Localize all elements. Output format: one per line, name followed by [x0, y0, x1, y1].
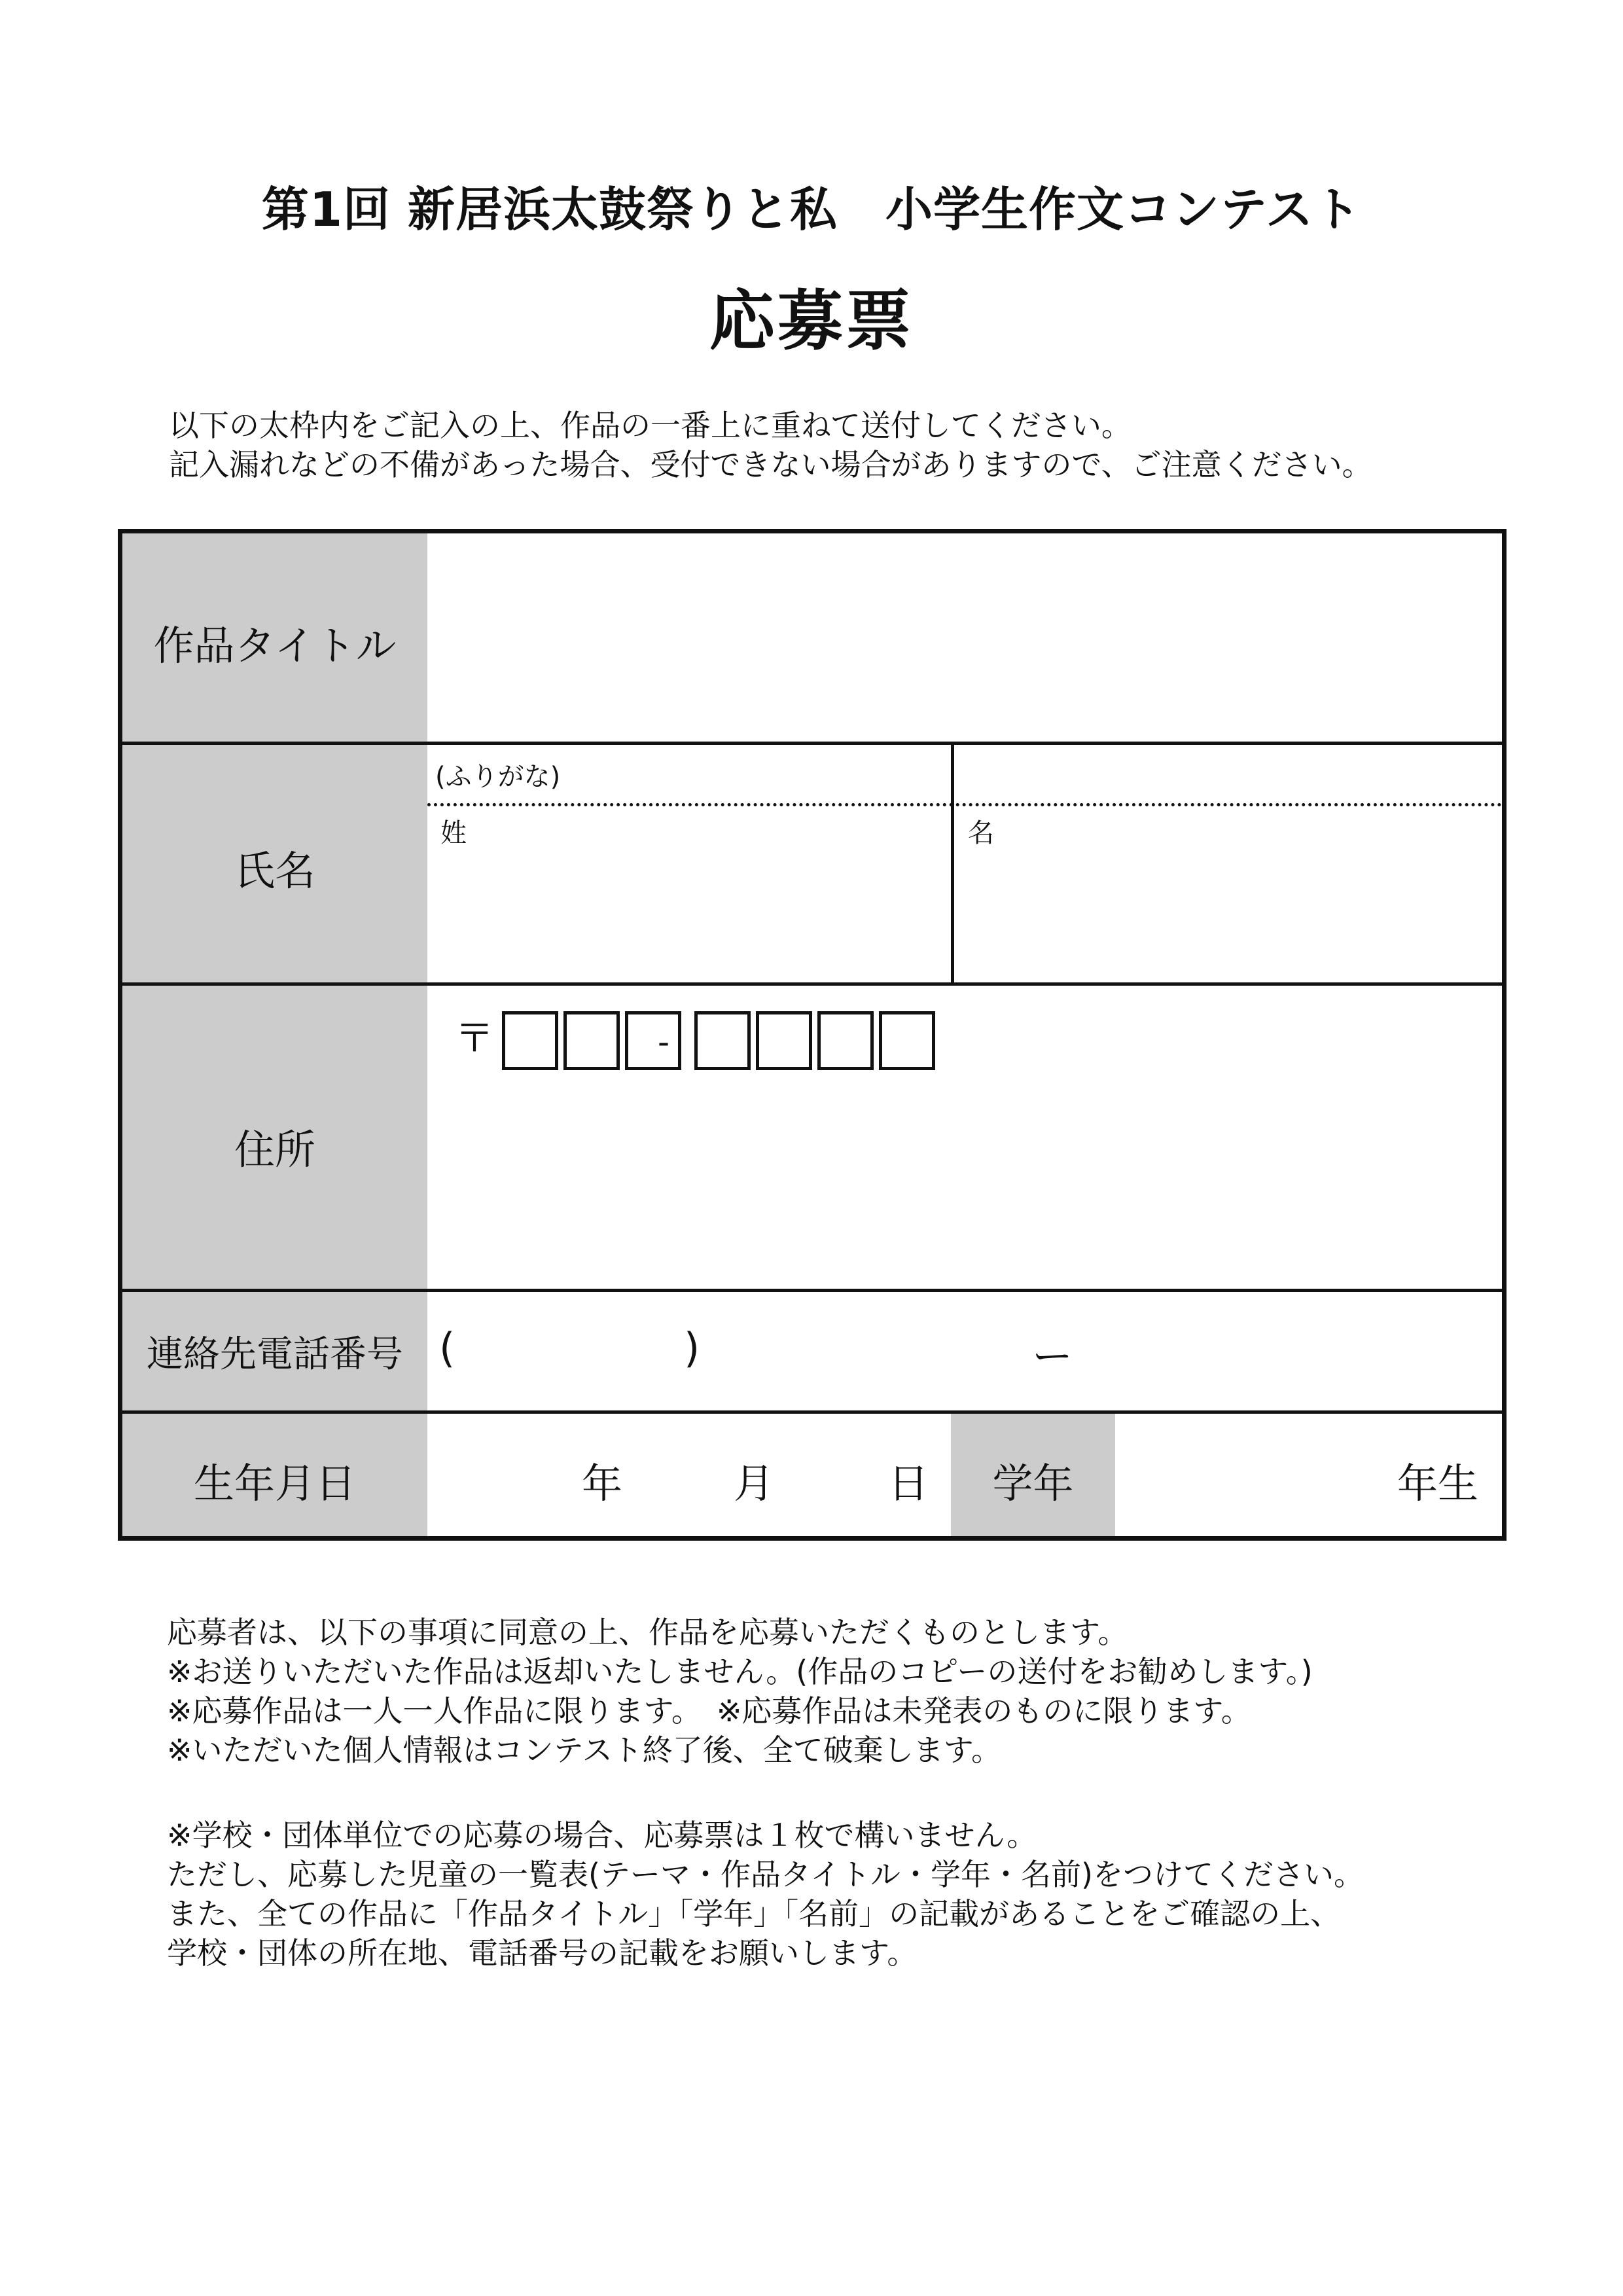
- birthday-field[interactable]: [431, 1417, 948, 1536]
- phone-field[interactable]: [431, 1293, 1502, 1409]
- postal-dash: -: [658, 1023, 670, 1061]
- postal-box-4[interactable]: [694, 1011, 751, 1070]
- year-unit: 年: [582, 1460, 623, 1507]
- grade-label: 学年: [992, 1460, 1074, 1507]
- row-divider-address: [122, 1289, 1502, 1292]
- postal-box-2[interactable]: [563, 1011, 620, 1070]
- note-line-3: ※応募作品は一人一人作品に限ります。 ※応募作品は未発表のものに限ります。: [167, 1693, 1251, 1729]
- first-name-field[interactable]: [956, 808, 1502, 981]
- intro-line-2: 記入漏れなどの不備があった場合、受付できない場合がありますので、ご注意ください。: [169, 447, 1372, 482]
- postal-box-1[interactable]: [502, 1011, 558, 1070]
- note-line-1: 応募者は、以下の事項に同意の上、作品を応募いただくものとします。: [167, 1615, 1128, 1650]
- last-name-label: 姓: [440, 818, 467, 848]
- grade-unit: 年生: [1397, 1460, 1479, 1507]
- postal-mark: 〒: [455, 1016, 494, 1062]
- title-field[interactable]: [431, 533, 1502, 740]
- furigana-dotted-line: [427, 803, 1502, 806]
- day-unit: 日: [888, 1460, 929, 1507]
- phone-dash: ー: [1032, 1333, 1073, 1380]
- note-line-7: また、全ての作品に「作品タイトル」「学年」「名前」の記載があることをご確認の上、: [167, 1896, 1341, 1931]
- postal-box-7[interactable]: [879, 1011, 935, 1070]
- birthday-label: 生年月日: [193, 1460, 356, 1507]
- note-line-2: ※お送りいただいた作品は返却いたしません。(作品のコピーの送付をお勧めします。): [167, 1654, 1313, 1689]
- page-title: 第1回 新居浜太鼓祭りと私 小学生作文コンテスト: [261, 182, 1362, 237]
- note-line-6: ただし、応募した児童の一覧表(テーマ・作品タイトル・学年・名前)をつけてください。: [167, 1857, 1364, 1892]
- phone-open-paren: (: [439, 1324, 455, 1372]
- postal-box-6[interactable]: [817, 1011, 874, 1070]
- postal-box-5[interactable]: [756, 1011, 812, 1070]
- label-column: [122, 533, 427, 1536]
- postal-box-3[interactable]: [625, 1011, 681, 1070]
- name-label: 氏名: [234, 847, 315, 895]
- address-label: 住所: [234, 1126, 315, 1174]
- note-line-4: ※いただいた個人情報はコンテスト終了後、全て破棄します。: [167, 1732, 1002, 1768]
- name-column-divider: [951, 742, 954, 985]
- furigana-label: (ふりがな): [435, 762, 561, 792]
- first-name-label: 名: [968, 818, 994, 848]
- phone-label: 連絡先電話番号: [147, 1333, 403, 1376]
- address-field[interactable]: [431, 1077, 1502, 1287]
- note-line-5: ※学校・団体単位での応募の場合、応募票は１枚で構いません。: [167, 1818, 1037, 1853]
- row-divider-title: [122, 742, 1502, 745]
- row-divider-phone: [122, 1410, 1502, 1414]
- phone-close-paren: ): [684, 1324, 700, 1372]
- note-line-8: 学校・団体の所在地、電話番号の記載をお願いします。: [167, 1935, 918, 1971]
- month-unit: 月: [734, 1460, 775, 1507]
- form-heading: 応募票: [709, 283, 914, 359]
- intro-line-1: 以下の太枠内をご記入の上、作品の一番上に重ねて送付してください。: [169, 408, 1132, 443]
- row-divider-name: [122, 982, 1502, 986]
- title-label: 作品タイトル: [153, 622, 397, 670]
- last-name-field[interactable]: [431, 808, 948, 981]
- application-form: [118, 529, 1507, 1541]
